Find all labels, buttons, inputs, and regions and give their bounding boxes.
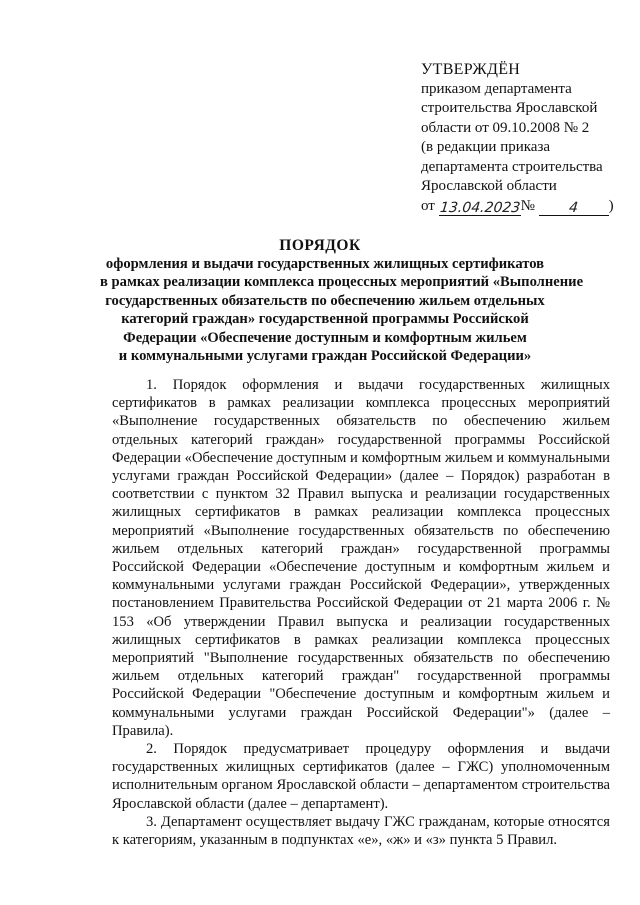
document-subtitle bbox=[100, 255, 584, 365]
subtitle-line: и коммунальными услугами граждан Российской Федерации» bbox=[118, 348, 532, 365]
handwritten-date-field bbox=[439, 199, 521, 216]
approval-heading: УТВЕРЖДЁН bbox=[421, 61, 521, 78]
handwritten-number: 4 bbox=[568, 200, 580, 216]
subtitle-line: категорий граждан» государственной программы Российской bbox=[121, 311, 529, 328]
approval-line: строительства Ярославской bbox=[421, 100, 598, 116]
paragraph-2: 2. Порядок предусматривает процедуру оформления и выдачи государственных жилищных сертификатов (далее – ГЖС) уполномоченным исполнительным органом Ярославской области – департаментом строительства Ярославской области (далее – департамент). bbox=[112, 741, 610, 812]
approval-line: области от 09.10.2008 № 2 bbox=[421, 119, 590, 136]
approval-line: Ярославской области bbox=[421, 178, 557, 194]
approval-line: департамента строительства bbox=[421, 158, 603, 175]
approval-line: приказом департамента bbox=[421, 80, 572, 97]
document-body bbox=[112, 376, 610, 849]
paragraph-1: 1. Порядок оформления и выдачи государственных жилищных сертификатов в рамках реализации комплекса процессных мероприятий «Выполнение государственных обязательств по обеспечению жильем отдельных категорий граждан» государственной программы Российской Федерации «Обеспечение доступным и комфортным жильем и коммунальными услугами граждан Российской Федерации» (далее – Порядок) разработан в соответствии с пунктом 32 Правил выпуска и реализации государственных жилищных сертификатов в рамках реализации комплекса процессных мероприятий «Выполнение государственных обязательств по обеспечению жильем отдельных категорий граждан» государственной программы Российской Федерации «Обеспечение доступным и комфортным жильем и коммунальными услугами граждан Российской Федерации», утвержденных постановлением Правительства Российской Федерации от 21 марта 2006 г. № 153 «Об утверждении Правил выпуска и реализации государственных жилищных сертификатов в рамках реализации комплекса процессных мероприятий "Выполнение государственных обязательств по обеспечению жильем отдельных категорий граждан" государственной программы Российской Федерации "Обеспечение доступным и комфортным жильем и коммунальными услугами граждан Российской Федерации"» (далее – Правила). bbox=[112, 377, 610, 739]
approval-stamp-block bbox=[421, 60, 626, 216]
subtitle-line: в рамках реализации комплекса процессных мероприятий «Выполнение bbox=[100, 274, 584, 291]
closing-paren: ) bbox=[608, 197, 614, 214]
approval-line: (в редакции приказа bbox=[421, 139, 551, 155]
subtitle-line: оформления и выдачи государственных жилищных сертификатов bbox=[105, 256, 545, 272]
document-title: ПОРЯДОК bbox=[279, 237, 361, 254]
date-prefix: от bbox=[421, 197, 435, 214]
approval-date-line bbox=[421, 197, 626, 217]
handwritten-date: 13.04.2023 bbox=[438, 200, 521, 216]
handwritten-number-field bbox=[539, 199, 609, 216]
subtitle-line: государственных обязательств по обеспечению жильем отдельных bbox=[105, 292, 545, 309]
subtitle-line: Федерации «Обеспечение доступным и комфортным жильем bbox=[123, 329, 527, 346]
number-sign: № bbox=[520, 197, 535, 214]
paragraph-3: 3. Департамент осуществляет выдачу ГЖС гражданам, которые относятся к категориям, указанным в подпунктах «е», «ж» и «з» пункта 5 Правил. bbox=[112, 813, 610, 849]
